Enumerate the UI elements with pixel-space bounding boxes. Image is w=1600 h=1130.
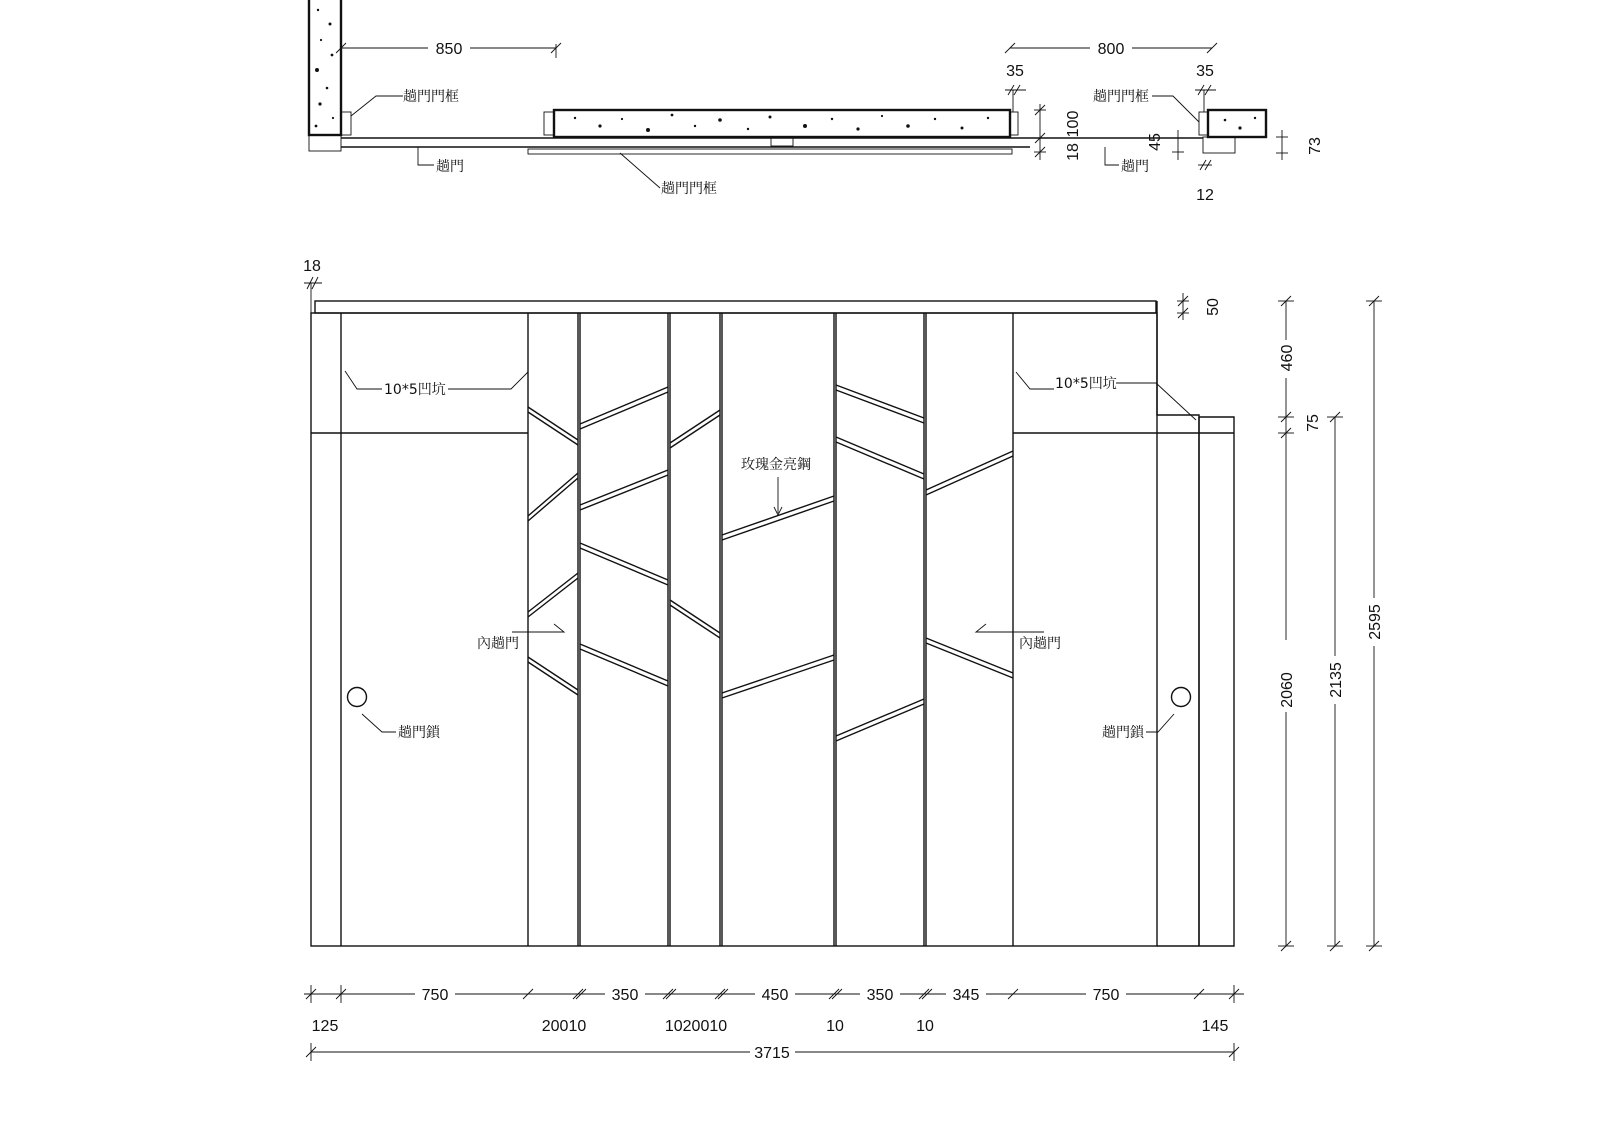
label-inner-right bbox=[976, 624, 1061, 652]
dim-800 bbox=[1005, 41, 1217, 58]
svg-text:3715: 3715 bbox=[754, 1045, 790, 1062]
dim-18-text: 18 bbox=[1065, 143, 1082, 161]
elevation-view bbox=[303, 258, 1384, 1062]
dim-bottom-row2 bbox=[312, 1018, 1229, 1035]
svg-text:玫瑰金亮鋼: 玫瑰金亮鋼 bbox=[741, 457, 811, 473]
svg-text:趟門鎖: 趟門鎖 bbox=[1102, 725, 1144, 741]
svg-text:18: 18 bbox=[303, 258, 321, 275]
dim-35-left bbox=[1005, 63, 1026, 112]
label-groove-left bbox=[345, 371, 528, 398]
svg-text:2135: 2135 bbox=[1328, 662, 1345, 698]
dim-elev-2135 bbox=[1327, 412, 1345, 951]
dim-total bbox=[306, 1043, 1239, 1062]
dim-elev-50 bbox=[1177, 293, 1222, 320]
svg-text:350: 350 bbox=[866, 987, 894, 1004]
svg-text:750: 750 bbox=[421, 987, 449, 1004]
dim-elev-18 bbox=[303, 258, 322, 313]
svg-text:10*5凹坑: 10*5凹坑 bbox=[384, 382, 446, 398]
dim-elev-460-75-2060 bbox=[1278, 296, 1322, 951]
svg-text:460: 460 bbox=[1279, 344, 1296, 372]
dim-35-right-text: 35 bbox=[1196, 63, 1214, 80]
dim-850-text: 850 bbox=[435, 41, 463, 58]
svg-text:450: 450 bbox=[761, 987, 789, 1004]
svg-text:10*5凹坑: 10*5凹坑 bbox=[1055, 376, 1117, 392]
svg-text:內趟門: 內趟門 bbox=[477, 636, 519, 652]
center-floor-strip bbox=[528, 149, 1012, 154]
plan-label-door-right bbox=[1105, 147, 1149, 175]
svg-text:趟門門框: 趟門門框 bbox=[1093, 89, 1149, 105]
left-floor-hatch bbox=[309, 135, 341, 151]
plan-label-frame-bottom bbox=[620, 153, 717, 197]
right-concrete-stub bbox=[1208, 110, 1266, 137]
right-door-frame bbox=[1199, 112, 1208, 135]
dim-35-right bbox=[1195, 63, 1216, 112]
label-steel bbox=[741, 457, 811, 515]
svg-text:345: 345 bbox=[952, 987, 980, 1004]
dim-45-text: 45 bbox=[1147, 133, 1164, 151]
plan-view bbox=[309, 0, 1324, 204]
label-lock-left bbox=[362, 714, 441, 741]
svg-text:10: 10 bbox=[826, 1018, 844, 1035]
dim-12-text: 12 bbox=[1196, 187, 1214, 204]
plan-vertical-dims bbox=[1034, 104, 1324, 204]
lock-circle-right bbox=[1172, 688, 1191, 707]
elevation-right-step bbox=[1157, 301, 1234, 946]
panel-dividers bbox=[341, 313, 1199, 946]
svg-text:75: 75 bbox=[1305, 414, 1322, 432]
left-concrete-column bbox=[309, 0, 341, 135]
svg-text:2060: 2060 bbox=[1279, 672, 1296, 708]
elevation-outline bbox=[311, 313, 1157, 946]
dim-850 bbox=[336, 41, 561, 58]
right-floor-hatch bbox=[1203, 137, 1235, 153]
svg-text:750: 750 bbox=[1092, 987, 1120, 1004]
dim-35-left-text: 35 bbox=[1006, 63, 1024, 80]
svg-text:趟門: 趟門 bbox=[436, 159, 464, 175]
elevation-top-header bbox=[315, 301, 1156, 313]
svg-text:125: 125 bbox=[311, 1018, 339, 1035]
svg-text:50: 50 bbox=[1205, 298, 1222, 316]
left-door-frame bbox=[341, 112, 351, 135]
label-inner-left bbox=[477, 624, 564, 652]
svg-text:1020010: 1020010 bbox=[664, 1018, 728, 1035]
dim-elev-2595 bbox=[1366, 296, 1384, 951]
dim-73-text: 73 bbox=[1307, 137, 1324, 155]
lock-circle-left bbox=[348, 688, 367, 707]
label-lock-right bbox=[1102, 714, 1174, 741]
svg-text:145: 145 bbox=[1201, 1018, 1229, 1035]
dim-bottom-row1 bbox=[304, 985, 1244, 1004]
svg-text:趟門門框: 趟門門框 bbox=[403, 89, 459, 105]
dim-100-text: 100 bbox=[1065, 110, 1082, 138]
dim-800-text: 800 bbox=[1097, 41, 1125, 58]
center-wall-frame-right bbox=[1010, 112, 1018, 135]
plan-label-door-left bbox=[418, 147, 464, 175]
svg-text:2595: 2595 bbox=[1367, 604, 1384, 640]
center-concrete-wall bbox=[554, 110, 1010, 137]
svg-text:內趟門: 內趟門 bbox=[1019, 636, 1061, 652]
svg-text:20010: 20010 bbox=[541, 1018, 587, 1035]
plan-label-frame-left bbox=[351, 88, 459, 116]
svg-text:趟門門框: 趟門門框 bbox=[661, 181, 717, 197]
svg-text:趟門: 趟門 bbox=[1121, 159, 1149, 175]
svg-text:趟門鎖: 趟門鎖 bbox=[398, 725, 440, 741]
rose-gold-strips bbox=[528, 385, 1013, 741]
plan-label-frame-right bbox=[1093, 88, 1199, 122]
center-wall-frame-left bbox=[544, 112, 554, 135]
svg-text:350: 350 bbox=[611, 987, 639, 1004]
svg-text:10: 10 bbox=[916, 1018, 934, 1035]
label-groove-right bbox=[1016, 372, 1196, 420]
